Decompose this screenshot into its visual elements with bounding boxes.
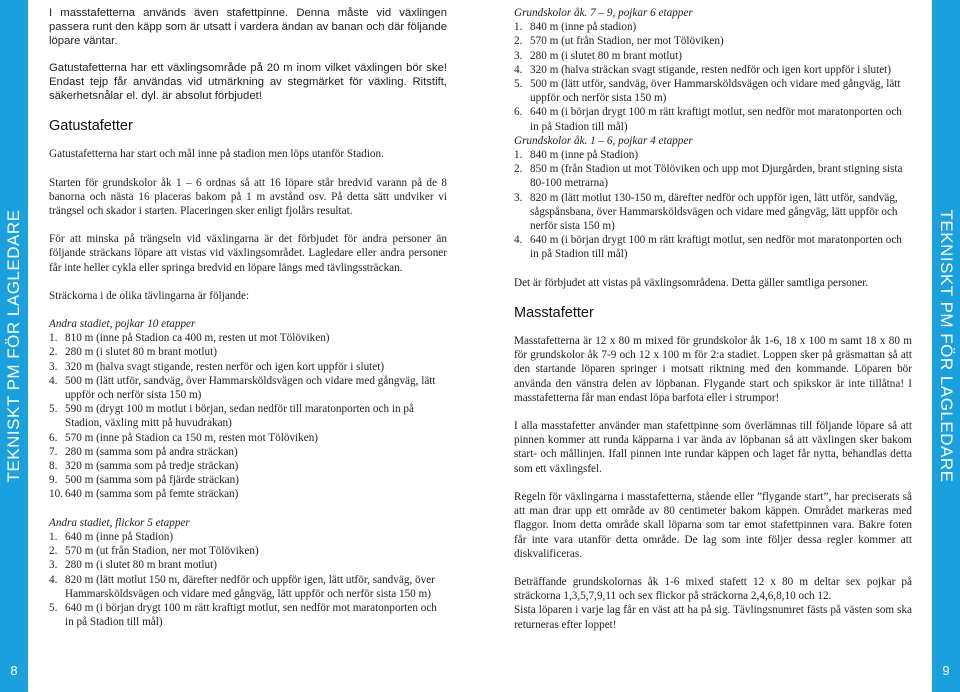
list-item — [49, 331, 447, 345]
list-item-text: 840 m (inne på Stadion) — [530, 149, 639, 162]
list-item-number: 2. — [514, 163, 523, 176]
list-item-text: 840 m (inne på stadion) — [530, 21, 637, 34]
list-item-number: 1. — [49, 332, 58, 345]
list-item-text: 810 m (inne på Stadion ca 400 m, resten ut mot Tölöviken) — [65, 332, 330, 345]
stage-list-boys-upper — [49, 331, 447, 501]
list-item-text: 280 m (samma som på andra sträckan) — [65, 445, 238, 458]
list-item — [49, 360, 447, 374]
paragraph: Regeln för växlingarna i masstafetterna, stående eller ”flygande start”, har preciserats så att man drar upp ett område av 80 centimeter bakom käppen. Området markeras med flaggor. Inom detta område skall löparna som tar emot stafettpinnen vara. Bakre foten får inte vara utanför detta område. De lag som inte följer dessa regler kommer att diskvalificeras. — [514, 490, 912, 560]
list-item-number: 2. — [49, 545, 58, 558]
list-item-number: 10. — [49, 488, 63, 501]
list-item — [514, 34, 912, 48]
list-item — [49, 530, 447, 544]
list-item-text: 640 m (i början drygt 100 m rätt kraftigt motlut, sen nedför mot maratonporten och in på Stadion till mål) — [65, 601, 437, 629]
list-item-number: 3. — [514, 191, 523, 204]
section-heading-masstafetter: Masstafetter — [514, 304, 594, 321]
list-item — [49, 459, 447, 473]
list-item-text: 640 m (i början drygt 100 m rätt kraftigt motlut, sen nedför mot maratonporten och in på Stadion till mål) — [530, 234, 902, 261]
right-side-band — [932, 0, 960, 692]
list-item — [514, 49, 912, 63]
list-item-number: 9. — [49, 474, 58, 487]
list-item-number: 4. — [49, 573, 58, 586]
list-title: Grundskolor åk. 7 – 9, pojkar 6 etapper — [514, 7, 693, 19]
list-item-text: 850 m (från Stadion ut mot Tölöviken och upp mot Djurgården, brant stigning sista 80-100 metrarna) — [530, 163, 903, 190]
list-item-number: 4. — [514, 63, 523, 76]
paragraph: Starten för grundskolor åk 1 – 6 ordnas så att 16 löpare står bredvid varann på de 8 banorna och nästa 16 placeras bakom på 1 m avstånd osv. På detta sätt undviker vi trängsel och skador i starten. Placeringen sker enligt fjolårs resultat. — [49, 176, 447, 218]
paragraph: Masstafetterna är 12 x 80 m mixed för grundskolor åk 1-6, 18 x 100 m samt 18 x 80 m för grundskolor åk 7-9 och 12 x 100 m för 2:a stadiet. Loppen sker på gräsmattan så att den startande löparen springer i motsatt riktning med den kommande. Löparen bör använda den vänstra delen av löpbanan. Flygande start och spikskor är inte tillåtna! I masstafetterna får man endast löpa barfota eller i strumpor! — [514, 335, 912, 404]
list-item-number: 6. — [514, 106, 523, 119]
list-item-text: 280 m (i slutet 80 m brant motlut) — [65, 346, 217, 359]
list-item — [49, 544, 447, 558]
paragraph: För att minska på trängseln vid växlingarna är det förbjudet för andra personer än följande sträckans löpare att vistas vid växlingsområdet. Lagledare eller andra personer får inte heller cykla eller springa bredvid en löpare längs med tävlingssträckan. — [49, 233, 447, 274]
list-item — [49, 402, 447, 430]
list-item — [49, 558, 447, 572]
list-item-number: 1. — [514, 149, 523, 162]
list-item-number: 3. — [49, 360, 58, 373]
list-item — [514, 105, 912, 133]
list-title: Andra stadiet, flickor 5 etapper — [49, 516, 190, 529]
list-item — [514, 191, 912, 234]
list-item-number: 5. — [49, 403, 58, 416]
list-item — [514, 233, 912, 261]
list-item-number: 6. — [49, 431, 58, 444]
list-item — [49, 601, 447, 629]
list-item-number: 2. — [49, 346, 58, 359]
list-item-text: 570 m (ut från Stadion, ner mot Tölöviken) — [530, 35, 724, 48]
list-item-text: 320 m (halva sträckan svagt stigande, resten nedför och igen kort uppför i slutet) — [530, 63, 892, 76]
list-item — [514, 20, 912, 34]
intro-paragraph: I masstafetterna används även stafettpinne. Denna måste vid växlingen passera runt den käpp som är utsatt i vardera ändan av banan och där följande löpare väntar. — [49, 7, 447, 48]
intro-paragraph-2: Gatustafetterna har ett växlingsområde på 20 m inom vilket växlingen bör ske! Endast tejp får användas vid utmärkning av stegmärket för växling. Ritstift, säkerhetsnålar el. dyl. är absolut förbjudet! — [49, 61, 447, 103]
list-item-number: 3. — [514, 49, 523, 62]
stage-list-boys-1-6 — [514, 148, 912, 262]
paragraph: Gatustafetterna har start och mål inne på stadion men löps utanför Stadion. — [49, 148, 384, 161]
page-number-right: 9 — [942, 663, 950, 678]
list-item-text: 820 m (lätt motlut 130-150 m, därefter nedför och uppför igen, lätt utför, sandväg, sågspånsbana, över Hammarsköldsvägen och vidare med gångväg, lätt uppför och nerför sista 150 m) — [530, 191, 898, 233]
list-item — [49, 345, 447, 359]
list-item-text: 590 m (drygt 100 m motlut i början, sedan nedför till maratonporten och in på Stadion, växling mitt på huvudrakan) — [65, 403, 414, 430]
left-column — [49, 6, 447, 629]
list-item-text: 500 m (samma som på fjärde sträckan) — [65, 474, 239, 487]
stage-list-girls-upper — [49, 530, 447, 629]
list-item-text: 640 m (inne på Stadion) — [65, 530, 174, 543]
paragraph: Beträffande grundskolornas åk 1-6 mixed stafett 12 x 80 m deltar sex pojkar på sträckorna 1,3,5,7,9,11 och sex flickor på sträckorna 2,4,6,8,10 och 12. — [514, 575, 912, 603]
left-side-band — [0, 0, 28, 692]
list-item-text: 500 m (lätt utför, sandväg, över Hammarsköldsvägen och vidare med gångväg, lätt uppför och nerför sista 150 m) — [65, 374, 436, 402]
left-band-title: TEKNISKT PM FÖR LAGLEDARE — [4, 209, 23, 483]
list-item-text: 280 m (i slutet 80 m brant motlut) — [65, 559, 217, 572]
list-item — [49, 573, 447, 601]
list-item — [514, 162, 912, 190]
list-item — [49, 374, 447, 402]
list-item — [514, 77, 912, 105]
right-column — [514, 6, 912, 632]
page-number-left: 8 — [10, 663, 18, 678]
list-item-number: 4. — [49, 374, 58, 387]
list-item-number: 5. — [514, 78, 523, 91]
list-item-number: 7. — [49, 445, 58, 458]
list-item-text: 280 m (i slutet 80 m brant motlut) — [530, 49, 682, 62]
list-item-number: 5. — [49, 601, 58, 614]
paragraph: I alla masstafetter använder man stafettpinne som överlämnas till följande löpare så att pinnen kommer att runda käpparna i var ända av löpbanan så att växlingen sker bakom start- och mållinjen. Ifall pinnen inte rundar käppen och laget får nytta, behandlas detta som ett växlingsfel. — [514, 420, 912, 475]
list-item-text: 640 m (i början drygt 100 m rätt kraftigt motlut, sen nedför mot maratonporten och in på Stadion till mål) — [530, 106, 902, 133]
list-item-text: 640 m (samma som på femte sträckan) — [65, 488, 239, 501]
list-item-number: 1. — [514, 21, 523, 34]
list-item-number: 4. — [514, 234, 523, 247]
list-item-number: 3. — [49, 559, 58, 572]
list-item — [514, 63, 912, 77]
list-item-text: 500 m (lätt utför, sandväg, över Hammarsköldsvägen och vidare med gångväg, lätt uppför och nerför sista 150 m) — [530, 78, 901, 105]
list-item-number: 1. — [49, 530, 58, 543]
paragraph: Det är förbjudet att vistas på växlingsområdena. Detta gäller samtliga personer. — [514, 276, 869, 289]
list-item — [49, 431, 447, 445]
list-item — [49, 473, 447, 487]
list-item — [49, 445, 447, 459]
list-item — [49, 487, 447, 501]
list-title: Grundskolor åk. 1 – 6, pojkar 4 etapper — [514, 134, 693, 147]
list-item-text: 570 m (ut från Stadion, ner mot Tölöviken) — [65, 545, 259, 558]
right-band-title: TEKNISKT PM FÖR LAGLEDARE — [937, 209, 956, 483]
list-item-text: 570 m (inne på Stadion ca 150 m, resten mot Tölöviken) — [65, 431, 319, 444]
stage-list-boys-7-9 — [514, 20, 912, 134]
paragraph: Sträckorna i de olika tävlingarna är följande: — [49, 289, 250, 302]
section-heading-gatustafetter: Gatustafetter — [49, 118, 133, 135]
list-item-number: 2. — [514, 35, 523, 48]
list-item — [514, 148, 912, 162]
list-item-text: 320 m (samma som på tredje sträckan) — [65, 460, 239, 473]
paragraph: Sista löparen i varje lag får en väst att ha på sig. Tävlingsnumret fästs på västen som ska returneras efter loppet! — [514, 604, 912, 631]
list-item-text: 320 m (halva svagt stigande, resten nerför och igen kort uppför i slutet) — [65, 360, 385, 373]
list-item-number: 8. — [49, 460, 58, 473]
list-title: Andra stadiet, pojkar 10 etapper — [49, 318, 196, 331]
list-item-text: 820 m (lätt motlut 150 m, därefter nedför och uppför igen, lätt utför, sandväg, över Hammarsköldsvägen och vidare med gångväg, lätt uppför och nerför sista 150 m) — [65, 573, 435, 600]
